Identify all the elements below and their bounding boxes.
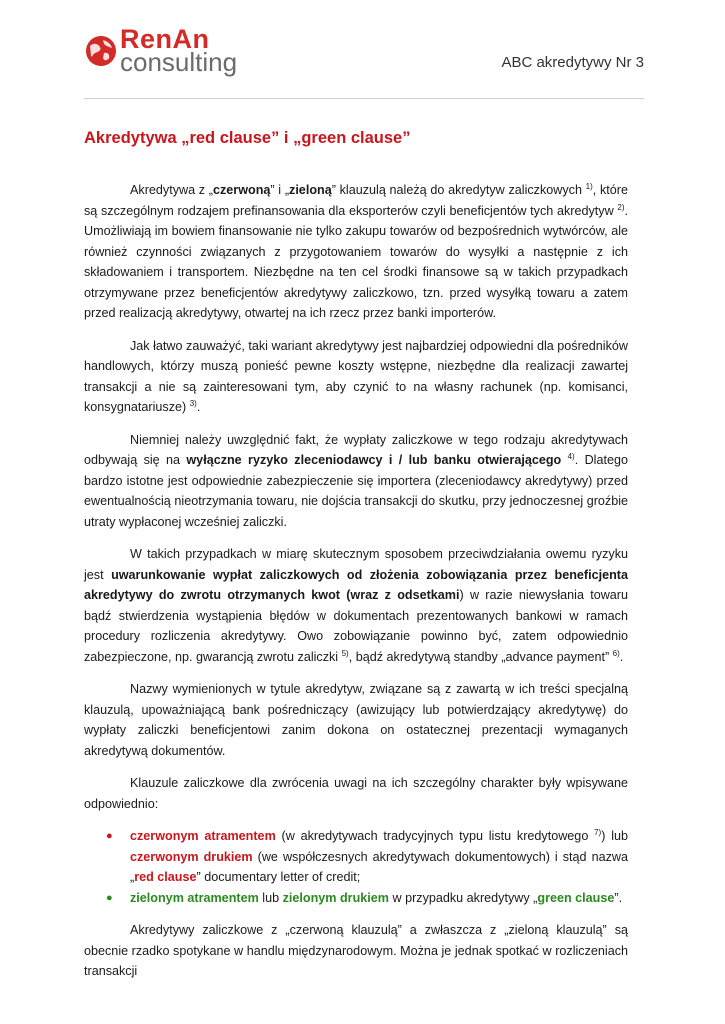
page-title: Akredytywa „red clause” i „green clause” [84,129,411,147]
header-divider [84,98,644,99]
bullet-list [84,826,628,908]
footnote-ref: 6) [612,648,620,658]
paragraph-3: Niemniej należy uwzględnić fakt, że wypłaty zaliczkowe w tego rodzaju akredytywach odbywają się na wyłączne ryzyko zleceniodawcy i / lub banku otwierającego $^{4)}$. Dlatego bardzo istotne jest odpowiednie zabezpieczenie się importera (zleceniodawcy akredytywy) przed ewentualnością nieotrzymania towaru, nie dojścia transakcji do skutku, przy jednoczesnej groźbie utraty wypłaconej wcześniej zaliczki. [84,432,628,529]
footnote-ref: 1) [585,181,593,191]
paragraph-4: W takich przypadkach w miarę skutecznym sposobem przeciwdziałania owemu ryzyku jest uwarunkowanie wypłat zaliczkowych od złożenia zobowiązania przez beneficjenta akredytywy do zwrotu otrzymanych kwot (wraz z odsetkami) w razie niewysłania towaru bądź stwierdzenia wystąpienia błędów w dokumentach prezentowanych bankowi w ramach procedury rozliczenia akredytywy. Owo zobowiązanie powinno być, zatem odpowiednio zabezpieczone, np. gwarancją zwrotu zaliczki $^{5)}$, bądź akredytywą standby „advance payment” $^{6)}$. [84,547,629,664]
paragraph-6: Klauzule zaliczkowe dla zwrócenia uwagi na ich szczególny charakter były wpisywane odpowiednio: [84,776,628,811]
paragraph-5: Nazwy wymienionych w tytule akredytyw, związane są z zawartą w ich treści specjalną klauzulą, upoważniającą bank pośredniczący (awizujący lub potwierdzający akredytywę) do wypłaty zaliczki beneficjentowi zanim dokona on ostatecznej prezentacji wymaganych akredytywą dokumentów. [84,682,628,758]
logo-name: RenAn [120,24,210,54]
footnote-ref: 3) [189,398,197,408]
list-item: ● czerwonym atramentem (w akredytywach tradycyjnych typu listu kredytowego $^{7)}$) lub czerwonym drukiem (we współczesnych akredytywach dokumentowych) i stąd nazwa „red clause” documentary letter of credit; [106,827,629,884]
globe-icon [84,34,118,68]
paragraph-7: Akredytywy zaliczkowe z „czerwoną klauzulą” a zwłaszcza z „zieloną klauzulą” są obecnie rzadko spotykane w handlu międzynarodowym. Można je jednak spotkać w rozliczeniach transakcji [84,923,628,978]
company-logo [84,24,284,84]
list-item: ● zielonym atramentem lub zielonym drukiem w przypadku akredytywy „green clause”. [130,888,628,909]
document-body [84,180,628,994]
bullet-icon: ● [106,891,113,904]
logo-subtitle: consulting [120,47,238,77]
footnote-ref: 5) [341,648,349,658]
footnote-ref: 7) [594,827,602,837]
footnote-ref: 4) [567,451,575,461]
footnote-ref: 2) [617,202,625,212]
document-code: ABC akredytywy Nr 3 [501,54,644,71]
bullet-icon: ● [106,830,113,842]
paragraph-1: Akredytywa z „czerwoną” i „zieloną” klauzulą należą do akredytyw zaliczkowych $^{1)}$, które są szczególnym rodzajem prefinansowania dla eksporterów czyli beneficjentów tych akredytyw $^{2)}$. Umożliwiają im bowiem finansowanie nie tylko zakupu towarów od bezpośrednich wytwórców, ale również czynności związanych z przygotowaniem towarów do wysyłki a następnie z ich składowaniem i transportem. Niezbędne na ten cel środki finansowe są w takich przypadkach otrzymywane przez beneficjentów akredytywy zaliczkowo, tzn. przed wysyłką towaru a zatem przed realizacją akredytywy, otwartej na ich rzecz przez banki importerów. [84,181,629,320]
paragraph-2: Jak łatwo zauważyć, taki wariant akredytywy jest najbardziej odpowiedni dla pośredników handlowych, którzy muszą ponieść pewne koszty wstępne, niezbędne dla realizacji zawartej transakcji a nie są zainteresowani tym, aby czynić to na własny rachunek (np. komisanci, konsygnatariusze) $^{3)}$. [84,338,628,414]
page-header [84,24,644,84]
